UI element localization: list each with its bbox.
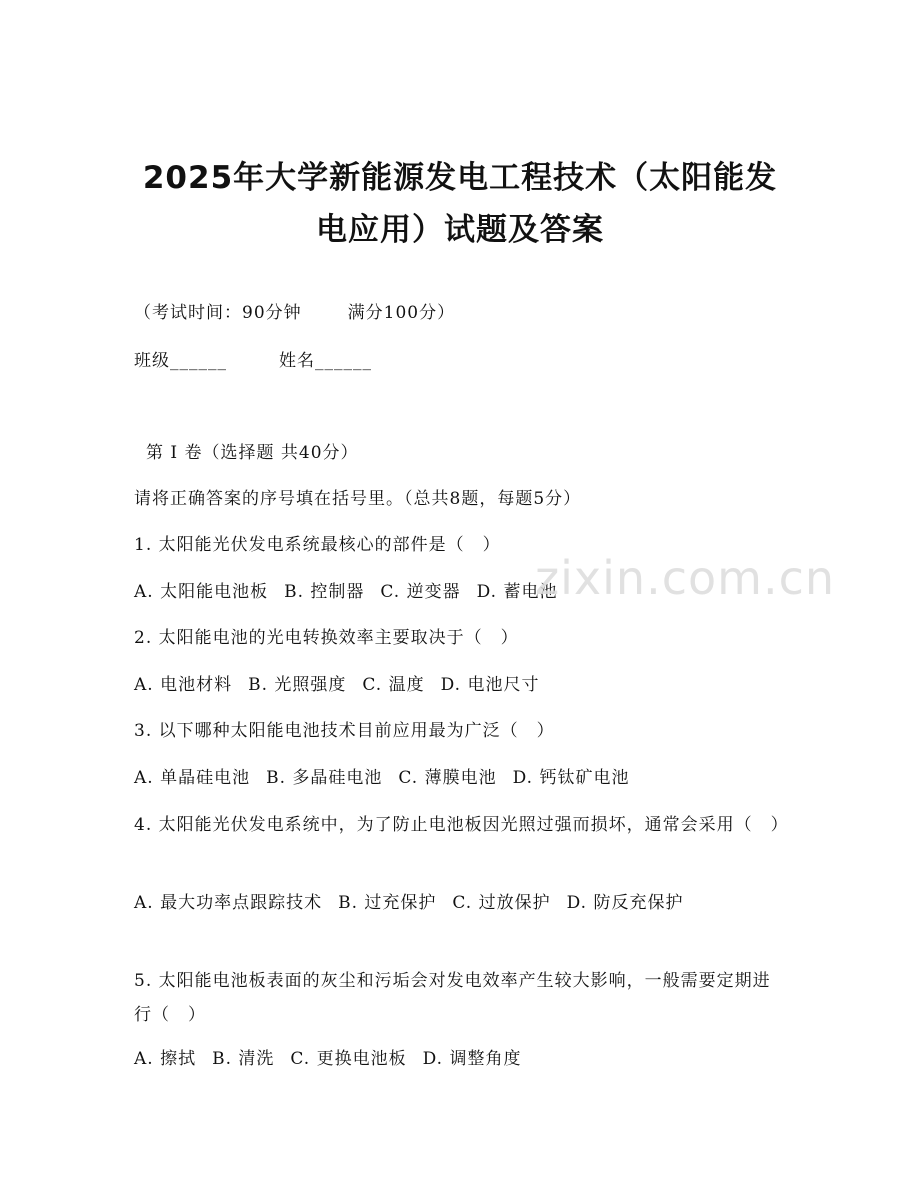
option-d: D. 防反充保护: [566, 893, 684, 913]
exam-info: [134, 300, 455, 326]
question-5-options: [134, 1046, 537, 1072]
watermark: zixin.com.cn: [535, 551, 836, 605]
section-instruction: 请将正确答案的序号填在括号里。（总共8题，每题5分）: [134, 489, 582, 509]
option-b: B. 光照强度: [248, 675, 347, 695]
option-c: C. 更换电池板: [290, 1049, 407, 1069]
class-field: 班级______: [134, 351, 227, 371]
student-info: [134, 348, 372, 374]
option-a: A. 太阳能电池板: [134, 582, 269, 602]
option-c: C. 过放保护: [452, 893, 551, 913]
option-d: D. 电池尺寸: [440, 675, 540, 695]
option-d: D. 调整角度: [422, 1049, 522, 1069]
exam-score: 满分100分）: [347, 303, 456, 323]
question-1-stem: 1. 太阳能光伏发电系统最核心的部件是（ ）: [134, 535, 501, 555]
question-5-stem: 5. 太阳能电池板表面的灰尘和污垢会对发电效率产生较大影响，一般需要定期进行（ ）: [134, 971, 771, 1025]
question-1-options: [134, 579, 573, 605]
option-d: D. 钙钛矿电池: [512, 768, 630, 788]
document-title: [100, 152, 820, 256]
option-a: A. 电池材料: [134, 675, 233, 695]
section-heading: 第 I 卷（选择题 共40分）: [146, 443, 359, 463]
title-line-1: 2025年大学新能源发电工程技术（太阳能发: [142, 160, 778, 196]
question-2-stem: 2. 太阳能电池的光电转换效率主要取决于（ ）: [134, 628, 519, 648]
option-c: C. 温度: [362, 675, 425, 695]
option-a: A. 最大功率点跟踪技术: [134, 893, 323, 913]
option-b: B. 控制器: [284, 582, 365, 602]
question-2-options: [134, 672, 555, 698]
exam-time: （考试时间：90分钟: [134, 303, 302, 323]
option-b: B. 清洗: [212, 1049, 275, 1069]
option-c: C. 逆变器: [380, 582, 461, 602]
option-d: D. 蓄电池: [476, 582, 558, 602]
question-3-stem: 3. 以下哪种太阳能电池技术目前应用最为广泛（ ）: [134, 721, 555, 741]
option-c: C. 薄膜电池: [398, 768, 497, 788]
question-4-options: [134, 886, 784, 920]
title-line-2: 电应用）试题及答案: [316, 212, 604, 248]
option-b: B. 多晶硅电池: [266, 768, 383, 788]
option-a: A. 单晶硅电池: [134, 768, 251, 788]
option-a: A. 擦拭: [134, 1049, 197, 1069]
name-field: 姓名______: [279, 351, 372, 371]
question-3-options: [134, 765, 645, 791]
option-b: B. 过充保护: [338, 893, 437, 913]
question-4-stem: 4. 太阳能光伏发电系统中，为了防止电池板因光照过强而损坏，通常会采用（ ）: [134, 815, 789, 835]
